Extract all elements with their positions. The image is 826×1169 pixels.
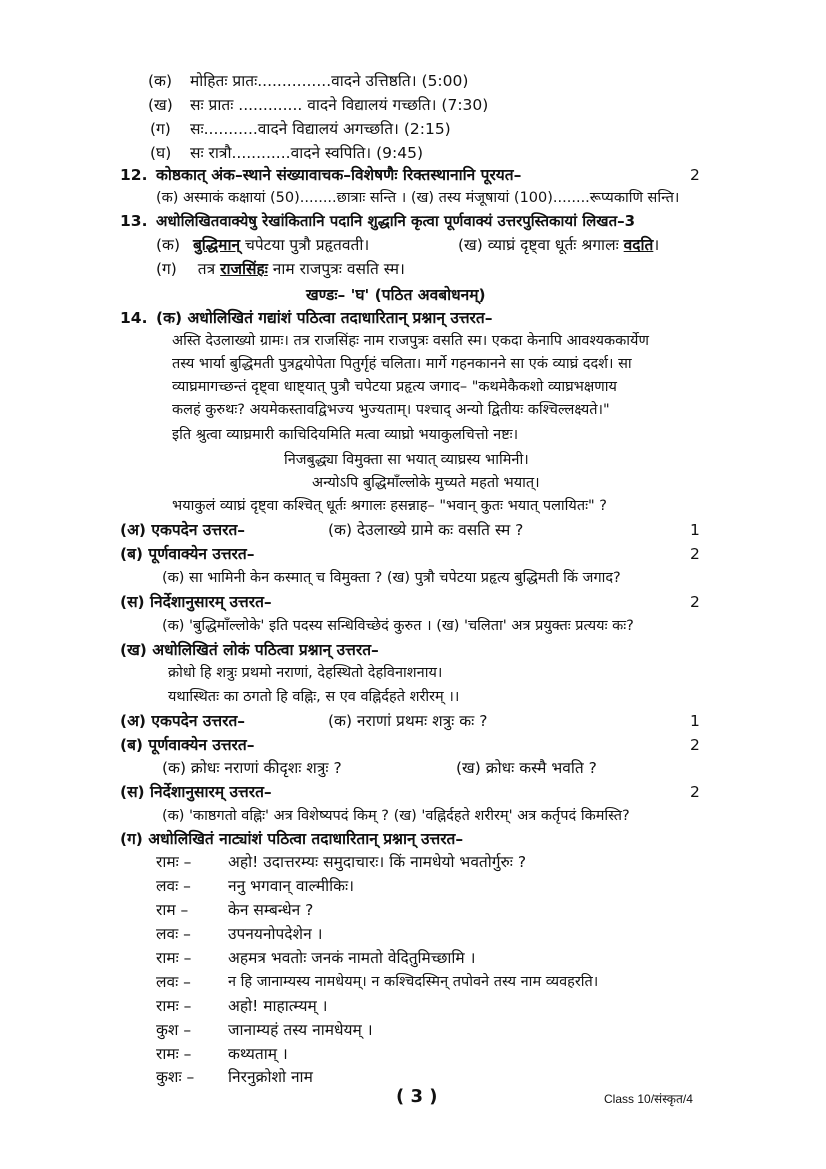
q11-item-text: सः...........वादने विद्यालयं अगच्छति। (2:15) <box>190 120 451 138</box>
dialogue-speaker: लवः – <box>156 925 191 943</box>
subquestion-text: (क) देउलाख्ये ग्रामे कः वसति स्म ? <box>328 521 524 539</box>
dialogue-line: ननु भगवान् वाल्मीकिः। <box>228 877 355 895</box>
subquestion-text: (क) सा भामिनी केन कस्मात् च विमुक्ता ? (ख) पुत्रौ चपेटया प्रहृत्य बुद्धिमती किं जगाद? <box>162 570 621 586</box>
dialogue-line: उपनयनोपदेशेन । <box>228 925 323 943</box>
item-label: (क) <box>156 236 180 254</box>
q13-item-a <box>156 234 369 256</box>
question-marks: 2 <box>690 545 700 563</box>
dialogue-line: कथ्यताम् । <box>228 1045 288 1063</box>
passage-line: भयाकुलं व्याघ्रं दृष्ट्वा कश्चित् धूर्तः श्रगालः हसन्नाह– "भवान् कुतः भयात् पलायितः" ? <box>172 498 607 514</box>
dialogue-speaker: लवः – <box>156 877 191 895</box>
q13-item-b: (ख) व्याघ्रं दृष्ट्वा धूर्तः श्रगालः वदति। <box>458 236 660 254</box>
q11-item-text: सः रात्रौ............वादने स्वपिति। (9:45) <box>190 144 423 162</box>
question-marks: 2 <box>690 736 700 754</box>
q11-item-label: (ग) <box>150 120 171 138</box>
dialogue-speaker: रामः – <box>156 853 192 871</box>
q11-item-text: मोहितः प्रातः...............वादने उत्तिष्ठति। (5:00) <box>190 72 469 90</box>
question-marks: 1 <box>690 712 700 730</box>
item-text: नाम राजपुत्रः वसति स्म। <box>272 260 405 278</box>
question-number: 12. <box>120 166 148 184</box>
subquestion-label: (स) निर्देशानुसारम् उत्तरत– <box>120 783 272 801</box>
question-number: 14. <box>120 309 148 327</box>
subquestion-label: (अ) एकपदेन उत्तरत– <box>120 712 246 730</box>
subquestion-text: (क) 'बुद्धिमाँल्लोके' इति पदस्य सन्धिविच्छेदं कुरुत । (ख) 'चलिता' अत्र प्रयुक्तः प्रत्ययः कः? <box>162 618 634 634</box>
dialogue-line: निरनुक्रोशो नाम <box>228 1068 313 1086</box>
question-heading: अधोलिखितवाक्येषु रेखांकितानि पदानि शुद्धानि कृत्वा पूर्णवाक्यं उत्तरपुस्तिकायां लिखत–3 <box>156 212 636 230</box>
passage-line: तस्य भार्या बुद्धिमती पुत्रद्वयोपेता पितुर्गृहं चलिता। मार्गे गहनकानने सा एकं व्याघ्रं ददर्श। सा <box>172 356 632 372</box>
passage-line: अस्ति देउलाख्यो ग्रामः। तत्र राजसिंहः नाम राजपुत्रः वसति स्म। एकदा केनापि आवश्यककार्येण <box>172 333 649 349</box>
question-heading: कोष्ठकात् अंक–स्थाने संख्यावाचक–विशेषणैः रिक्तस्थानानि पूरयत– <box>156 166 522 184</box>
question-marks: 2 <box>690 593 700 611</box>
dialogue-line: अहो! माहात्म्यम् । <box>228 997 328 1015</box>
dialogue-speaker: कुशः – <box>156 1068 195 1086</box>
dialogue-line: न हि जानाम्यस्य नामधेयम्। न कश्चिदस्मिन् तपोवने तस्य नाम व्यवहरति। <box>228 974 599 990</box>
q11-item-label: (ख) <box>148 96 173 114</box>
subquestion-text: (क) 'काष्ठगतो वह्निः' अत्र विशेष्यपदं किम् ? (ख) 'वह्निर्दहते शरीरम्' अत्र कर्तृपदं किमस्ति? <box>162 808 630 824</box>
dialogue-line: जानाम्यहं तस्य नामधेयम् । <box>228 1021 373 1039</box>
page-number: ( 3 ) <box>396 1086 438 1107</box>
item-label: (ग) <box>156 260 177 278</box>
question-heading: (ग) अधोलिखितं नाट्यांशं पठित्वा तदाधारितान् प्रश्नान् उत्तरत– <box>120 830 464 848</box>
subquestion-text: (ख) क्रोधः कस्मै भवति ? <box>456 759 597 777</box>
subquestion-label: (स) निर्देशानुसारम् उत्तरत– <box>120 593 272 611</box>
item-text: चपेटया पुत्रौ प्रहृतवती। <box>245 236 370 254</box>
shloka-line: यथास्थितः का ठगतो हि वह्निः, स एव वह्निर्दहते शरीरम् ।। <box>168 689 460 705</box>
q13-item-c <box>156 258 405 280</box>
dialogue-speaker: राम – <box>156 901 189 919</box>
subquestion-text: (क) क्रोधः नराणां कीदृशः शत्रुः ? <box>162 759 342 777</box>
dialogue-speaker: रामः – <box>156 949 192 967</box>
shloka-line: क्रोधो हि शत्रुः प्रथमो नराणां, देहस्थितो देहविनाशनाय। <box>168 665 443 681</box>
passage-line: व्याघ्रमागच्छन्तं दृष्ट्वा धाष्ट्यात् पुत्रौ चपेटया प्रहृत्य जगाद– "कथमेकैकशो व्याघ्रभक्षणाय <box>172 379 617 395</box>
q11-item-label: (क) <box>148 72 172 90</box>
subquestion-label: (ब) पूर्णवाक्येन उत्तरत– <box>120 736 255 754</box>
question-heading: (क) अधोलिखितं गद्यांशं पठित्वा तदाधारितान् प्रश्नान् उत्तरत– <box>156 309 493 327</box>
passage-line: इति श्रुत्वा व्याघ्रमारी काचिदियमिति मत्वा व्याघ्रो भयाकुलचित्तो नष्टः। <box>172 427 519 443</box>
item-text: तत्र <box>197 260 216 278</box>
verse-line: अन्योऽपि बुद्धिमाँल्लोके मुच्यते महतो भयात्। <box>312 475 540 491</box>
question-marks: 1 <box>690 521 700 539</box>
q11-item-label: (घ) <box>150 144 172 162</box>
question-marks: 2 <box>690 166 700 184</box>
dialogue-line: अहो! उदात्तरम्यः समुदाचारः। किं नामधेयो भवतोर्गुरुः ? <box>228 853 527 871</box>
subquestion-label: (अ) एकपदेन उत्तरत– <box>120 521 246 539</box>
q12-line: (क) अस्माकं कक्षायां (50)........छात्राः सन्ति । (ख) तस्य मंजूषायां (100)........रूप्यकाणि सन्ति। <box>156 190 680 206</box>
dialogue-speaker: कुश – <box>156 1021 192 1039</box>
dialogue-speaker: रामः – <box>156 1045 192 1063</box>
underlined-word: बुद्धिमान् <box>192 236 241 254</box>
question-heading: (ख) अधोलिखितं लोकं पठित्वा प्रश्नान् उत्तरत– <box>120 641 379 659</box>
subquestion-label: (ब) पूर्णवाक्येन उत्तरत– <box>120 545 255 563</box>
verse-line: निजबुद्ध्या विमुक्ता सा भयात् व्याघ्रस्य भामिनी। <box>284 452 529 468</box>
dialogue-line: केन सम्बन्धेन ? <box>228 901 314 919</box>
section-title: खण्डः– 'घ' (पठित अवबोधनम्) <box>306 286 486 304</box>
q11-item-text: सः प्रातः ............. वादने विद्यालयं गच्छति। (7:30) <box>190 96 489 114</box>
dialogue-line: अहमत्र भवतोः जनकं नामतो वेदितुमिच्छामि । <box>228 949 476 967</box>
item-text: (ख) व्याघ्रं दृष्ट्वा धूर्तः श्रगालः <box>458 236 619 254</box>
dialogue-speaker: रामः – <box>156 997 192 1015</box>
underlined-word: राजसिंहः <box>220 260 268 278</box>
question-marks: 2 <box>690 783 700 801</box>
question-number: 13. <box>120 212 148 230</box>
dialogue-speaker: लवः – <box>156 973 191 991</box>
underlined-word: वदति <box>623 236 654 254</box>
class-code: Class 10/संस्कृत/4 <box>604 1092 693 1106</box>
passage-line: कलहं कुरुथः? अयमेकस्तावद्विभज्य भुज्यताम्। पश्चाद् अन्यो द्वितीयः कश्चिल्लक्ष्यते।" <box>172 402 610 418</box>
subquestion-text: (क) नराणां प्रथमः शत्रुः कः ? <box>328 712 488 730</box>
